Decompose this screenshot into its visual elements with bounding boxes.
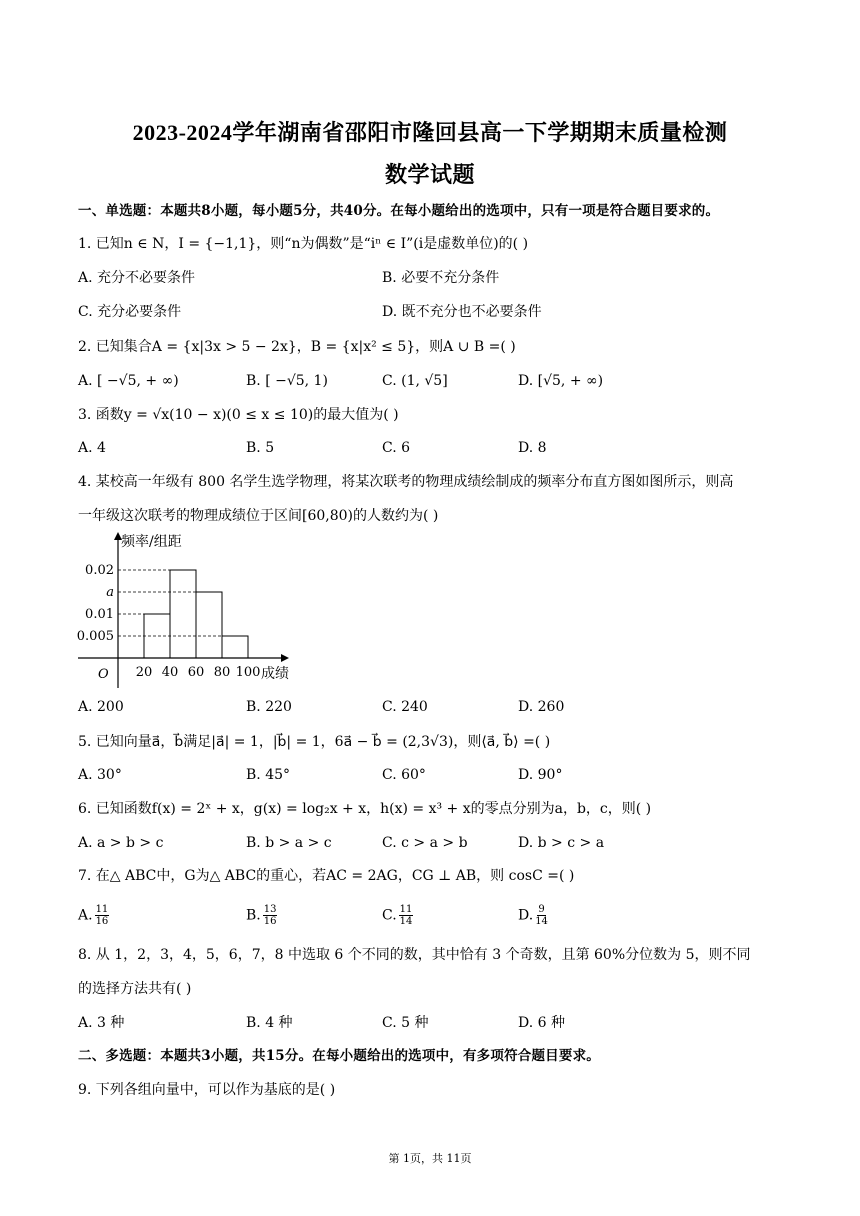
fraction (263, 904, 278, 927)
question-6-stem: 6. 已知函数f(x) = 2ˣ + x，g(x) = log₂x + x，h(x) = x³ + x的零点分别为a，b，c，则( ) (78, 801, 652, 817)
page-subtitle: 数学试题 (384, 162, 475, 187)
q6-option-b: B. b > a > c (246, 835, 332, 851)
y-tick-label: a (106, 585, 114, 600)
q5-option-d: D. 90° (518, 767, 563, 783)
option-label: D. (518, 907, 534, 924)
option-label: B. (246, 907, 261, 924)
x-tick-label: 40 (161, 665, 179, 680)
q5-option-a: A. 30° (78, 767, 122, 783)
numerator: 11 (95, 904, 109, 915)
q7-option-c (382, 904, 413, 927)
q8-option-d: D. 6 种 (518, 1015, 565, 1031)
fraction (95, 904, 110, 927)
question-5-stem: 5. 已知向量a⃗，b⃗满足|a⃗| = 1，|b⃗| = 1，6a⃗ − b⃗ = (2,3√3)，则⟨a⃗, b⃗⟩ =( ) (78, 734, 551, 750)
q3-option-c: C. 6 (382, 440, 411, 456)
q4-option-d: D. 260 (518, 699, 565, 715)
q6-option-a: A. a > b > c (78, 835, 164, 851)
q4-option-b: B. 220 (246, 699, 292, 715)
q2-option-a: A. [ −√5, + ∞) (78, 373, 179, 389)
y-tick-label: 0.02 (85, 563, 114, 578)
fraction (399, 904, 414, 927)
q3-option-d: D. 8 (518, 440, 547, 456)
x-tick-label: 20 (135, 665, 153, 680)
histogram-bar (170, 570, 196, 658)
q5-option-b: B. 45° (246, 767, 291, 783)
q8-option-c: C. 5 种 (382, 1015, 429, 1031)
frequency-histogram (76, 530, 306, 690)
question-1-stem: 1. 已知n ∈ N，I = {−1,1}，则“n为偶数”是“iⁿ ∈ I”(i是虚数单位)的( ) (78, 236, 529, 252)
section-heading-multi-choice: 二、多选题：本题共3小题，共15分。在每小题给出的选项中，有多项符合题目要求。 (78, 1048, 600, 1064)
q8-option-b: B. 4 种 (246, 1015, 293, 1031)
q1-option-b: B. 必要不充分条件 (382, 270, 500, 286)
q2-option-b: B. [ −√5, 1) (246, 373, 328, 389)
option-label: A. (78, 907, 93, 924)
question-4-stem-line-1: 4. 某校高一年级有 800 名学生选学物理，将某次联考的物理成绩绘制成的频率分布直方图如图所示，则高 (78, 474, 734, 490)
y-tick-label: 0.005 (76, 629, 114, 644)
x-axis-label: 成绩 (261, 666, 289, 682)
q1-option-d: D. 既不充分也不必要条件 (382, 304, 542, 320)
x-tick-label: 60 (187, 665, 205, 680)
denominator: 14 (399, 916, 413, 927)
question-8-stem-line-1: 8. 从 1，2，3，4，5，6，7，8 中选取 6 个不同的数，其中恰有 3 个奇数，且第 60%分位数为 5，则不同 (78, 947, 751, 963)
y-tick-label: 0.01 (85, 607, 114, 622)
histogram-bar (196, 592, 222, 658)
numerator: 9 (538, 904, 545, 915)
numerator: 13 (263, 904, 277, 915)
question-3-stem: 3. 函数y = √x(10 − x)(0 ≤ x ≤ 10)的最大值为( ) (78, 407, 399, 423)
q7-option-b (246, 904, 277, 927)
question-8-stem-line-2: 的选择方法共有( ) (78, 981, 192, 997)
y-axis-label: 频率/组距 (121, 534, 182, 550)
x-tick-label: 80 (213, 665, 231, 680)
q5-option-c: C. 60° (382, 767, 426, 783)
q2-option-d: D. [√5, + ∞) (518, 373, 604, 389)
q4-option-c: C. 240 (382, 699, 428, 715)
page-footer: 第 1页，共 11页 (388, 1152, 472, 1165)
q1-option-a: A. 充分不必要条件 (78, 270, 196, 286)
denominator: 16 (95, 916, 109, 927)
q7-option-d (518, 904, 548, 927)
x-tick-label: 100 (235, 665, 261, 680)
x-axis-arrow (281, 654, 289, 662)
q6-option-d: D. b > c > a (518, 835, 605, 851)
q1-option-c: C. 充分必要条件 (78, 304, 182, 320)
q4-option-a: A. 200 (78, 699, 124, 715)
q7-option-a (78, 904, 109, 927)
q8-option-a: A. 3 种 (78, 1015, 125, 1031)
section-heading-single-choice: 一、单选题：本题共8小题，每小题5分，共40分。在每小题给出的选项中，只有一项是符合题目要求的。 (78, 203, 720, 219)
question-2-stem: 2. 已知集合A = {x|3x > 5 − 2x}，B = {x|x² ≤ 5}，则A ∪ B =( ) (78, 339, 516, 355)
denominator: 14 (535, 916, 548, 927)
option-label: C. (382, 907, 397, 924)
histogram-bar (222, 636, 248, 658)
histogram-bar (144, 614, 170, 658)
q2-option-c: C. (1, √5] (382, 373, 448, 389)
page-title: 2023-2024学年湖南省邵阳市隆回县高一下学期期末质量检测 (132, 120, 728, 145)
question-4-stem-line-2: 一年级这次联考的物理成绩位于区间[60,80)的人数约为( ) (78, 508, 439, 524)
fraction (535, 904, 548, 927)
denominator: 16 (263, 916, 277, 927)
numerator: 11 (399, 904, 413, 915)
question-9-stem: 9. 下列各组向量中，可以作为基底的是( ) (78, 1082, 336, 1098)
q3-option-a: A. 4 (78, 440, 106, 456)
q6-option-c: C. c > a > b (382, 835, 468, 851)
q3-option-b: B. 5 (246, 440, 275, 456)
question-7-stem: 7. 在△ ABC中，G为△ ABC的重心，若AC = 2AG，CG ⊥ AB，则 cosC =( ) (78, 868, 575, 884)
origin-label: O (98, 667, 109, 682)
